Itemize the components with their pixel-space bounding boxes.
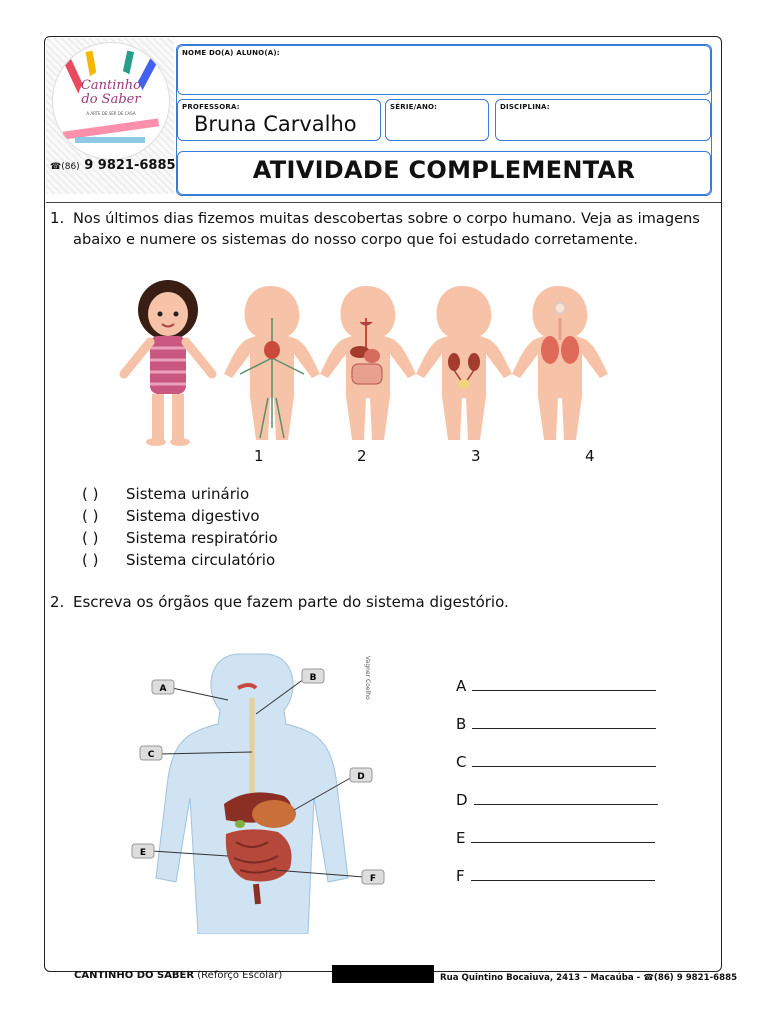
figure-number-3: 3 — [471, 447, 481, 465]
label-d-text: D — [357, 772, 365, 782]
diagram-label-b — [302, 669, 324, 683]
question-1 — [50, 208, 720, 250]
option-urinary[interactable] — [82, 485, 249, 503]
image-credit: Vagner Coelho — [364, 656, 371, 700]
teacher-field[interactable] — [177, 99, 381, 141]
diagram-label-d — [350, 768, 372, 782]
grade-field[interactable] — [385, 99, 489, 141]
option-digestive[interactable] — [82, 507, 260, 525]
answer-c[interactable] — [456, 752, 656, 771]
question-1-line1: Nos últimos dias fizemos muitas descobertas sobre o corpo humano. Veja as imagens — [73, 210, 700, 227]
figure-number-2: 2 — [357, 447, 367, 465]
answer-letter: E — [456, 829, 466, 847]
answer-line[interactable] — [472, 714, 656, 729]
diagram-label-f — [362, 870, 384, 884]
footer-brand — [74, 970, 282, 981]
student-name-field[interactable] — [177, 45, 711, 95]
option-label: Sistema respiratório — [126, 529, 278, 547]
answer-letter: F — [456, 867, 465, 885]
answer-a[interactable] — [456, 676, 656, 695]
phone-value: 9 9821-6885 — [84, 158, 176, 173]
question-2-number: 2. — [50, 593, 65, 611]
answer-letter: B — [456, 715, 467, 733]
answer-letter: C — [456, 753, 467, 771]
grade-label: SÉRIE/ANO: — [390, 103, 438, 111]
logo-text: Cantinho do Saber — [80, 78, 142, 107]
teacher-name: Bruna Carvalho — [194, 112, 357, 136]
answer-f[interactable] — [456, 866, 655, 885]
diagram-label-a — [152, 680, 174, 694]
figure-number-1: 1 — [254, 447, 264, 465]
answer-blank[interactable]: ( ) — [82, 551, 99, 569]
answer-line[interactable] — [471, 866, 655, 881]
answer-line[interactable] — [472, 676, 656, 691]
header-divider — [46, 202, 722, 203]
teacher-label: PROFESSORA: — [182, 103, 240, 111]
body-urinary — [416, 286, 512, 440]
girl-figure — [124, 280, 212, 446]
phone-number — [50, 158, 176, 173]
option-label: Sistema circulatório — [126, 551, 276, 569]
answer-line[interactable] — [474, 790, 658, 805]
subject-label: DISCIPLINA: — [500, 103, 550, 111]
option-circulatory[interactable] — [82, 551, 275, 569]
figure-number-4: 4 — [585, 447, 595, 465]
page-title: ATIVIDADE COMPLEMENTAR — [252, 156, 636, 184]
label-f-text: F — [369, 874, 377, 884]
header-form — [176, 44, 712, 196]
answer-b[interactable] — [456, 714, 656, 733]
diagram-label-c — [140, 746, 162, 760]
option-label: Sistema digestivo — [126, 507, 260, 525]
answer-blank[interactable]: ( ) — [82, 485, 99, 503]
question-2 — [50, 592, 720, 614]
answer-letter: A — [456, 677, 467, 695]
footer-address: Rua Quintino Bocaiuva, 2413 – Macaúba - ☎(86) 9 9821-6885 — [440, 973, 738, 983]
option-label: Sistema urinário — [126, 485, 250, 503]
label-b-text: B — [309, 673, 317, 683]
label-a-text: A — [159, 684, 167, 694]
title-box — [177, 151, 711, 195]
body-systems-figure — [110, 278, 630, 448]
logo-panel — [46, 38, 174, 194]
answer-d[interactable] — [456, 790, 658, 809]
school-logo — [52, 42, 170, 160]
phone-prefix: ☎(86) — [50, 162, 80, 172]
body-circulatory — [224, 286, 320, 440]
answer-e[interactable] — [456, 828, 655, 847]
answer-line[interactable] — [472, 752, 656, 767]
body-respiratory — [512, 286, 608, 440]
answer-letter: D — [456, 791, 468, 809]
label-c-text: C — [147, 750, 155, 760]
footer-brand-name: CANTINHO DO SABER — [74, 970, 195, 981]
question-1-number: 1. — [50, 209, 65, 227]
footer-brand-sub: (Reforço Escolar) — [197, 970, 283, 981]
answer-line[interactable] — [471, 828, 655, 843]
answer-blank[interactable]: ( ) — [82, 529, 99, 547]
body-digestive — [320, 286, 416, 440]
answer-blank[interactable]: ( ) — [82, 507, 99, 525]
option-respiratory[interactable] — [82, 529, 278, 547]
subject-field[interactable] — [495, 99, 711, 141]
logo-subtitle: A ARTE DE SER DE CASA — [86, 111, 136, 116]
label-e-text: E — [139, 848, 147, 858]
digestive-system-diagram — [128, 648, 390, 934]
redaction-bar — [332, 965, 434, 983]
student-name-label: NOME DO(A) ALUNO(A): — [182, 49, 280, 57]
question-2-text: Escreva os órgãos que fazem parte do sistema digestório. — [73, 593, 509, 611]
question-1-line2: abaixo e numere os sistemas do nosso corpo que foi estudado corretamente. — [73, 231, 638, 248]
diagram-label-e — [132, 844, 154, 858]
